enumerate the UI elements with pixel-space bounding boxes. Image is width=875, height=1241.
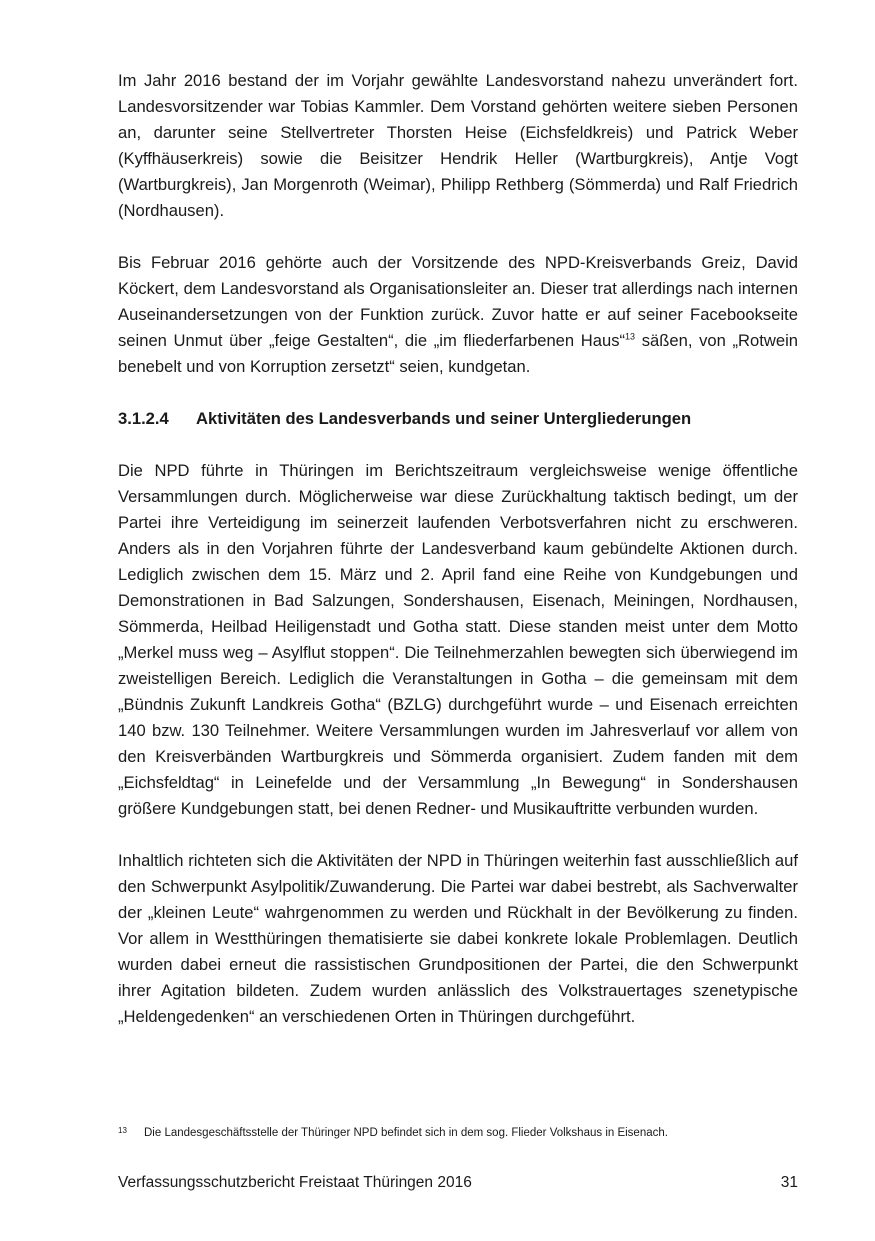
page-number: 31	[780, 1174, 798, 1191]
paragraph-inhaltlich: Inhaltlich richteten sich die Aktivitäten der NPD in Thüringen weiterhin fast ausschließlich auf den Schwerpunkt Asylpolitik/Zuwanderung. Die Partei war dabei bestrebt, als Sachverwalter der „kleinen Leute“ wahrgenommen zu werden und Rückhalt in der Bevölkerung zu finden. Vor allem in Westthüringen thematisierte sie dabei konkrete lokale Problemlagen. Deutlich wurden dabei erneut die rassistischen Grundpositionen der Partei, die den Schwerpunkt ihrer Agitation bildeten. Zudem wurden anlässlich des Volkstrauertages szenetypische „Heldengedenken“ an verschiedenen Orten in Thüringen durchgeführt.	[118, 851, 798, 1026]
page-footer	[118, 1172, 798, 1194]
footnote-number: 13	[118, 1126, 127, 1135]
page-body	[118, 68, 798, 1030]
section-heading	[118, 406, 798, 432]
footnote-reference[interactable]: 13	[625, 331, 636, 342]
footer-title: Verfassungsschutzbericht Freistaat Thüringen 2016	[118, 1174, 472, 1191]
paragraph-versammlungen: Die NPD führte in Thüringen im Berichtszeitraum vergleichsweise wenige öffentliche Versammlungen durch. Möglicherweise war diese Zurückhaltung taktisch bedingt, um der Partei ihre Verteidigung im seinerzeit laufenden Verbotsverfahren nicht zu erschweren. Anders als in den Vorjahren führte der Landesverband kaum gebündelte Aktionen durch. Lediglich zwischen dem 15. März und 2. April fand eine Reihe von Kundgebungen und Demonstrationen in Bad Salzungen, Sondershausen, Eisenach, Meiningen, Nordhausen, Sömmerda, Heilbad Heiligenstadt und Gotha statt. Diese standen meist unter dem Motto „Merkel muss weg – Asylflut stoppen“. Die Teilnehmerzahlen bewegten sich überwiegend im zweistelligen Bereich. Lediglich die Veranstaltungen in Gotha – die gemeinsam mit dem „Bündnis Zukunft Landkreis Gotha“ (BZLG) durchgeführt wurde – und Eisenach erreichten 140 bzw. 130 Teilnehmer. Weitere Versammlungen wurden im Jahresverlauf vor allem von den Kreisverbänden Wartburgkreis und Sömmerda organisiert. Zudem fanden mit dem „Eichsfeldtag“ in Leinefelde und der Versammlung „In Bewegung“ in Sondershausen größere Kundgebungen statt, bei denen Redner- und Musikauftritte verbunden wurden.	[118, 461, 798, 818]
section-title: Aktivitäten des Landesverbands und seiner Untergliederungen	[196, 409, 692, 428]
paragraph-koeckert	[118, 250, 798, 380]
footnote	[118, 1125, 798, 1141]
paragraph-koeckert-text: Bis Februar 2016 gehörte auch der Vorsitzende des NPD-Kreisverbands Greiz, David Köckert, dem Landesvorstand als Organisationsleiter an. Dieser trat allerdings nach internen Auseinandersetzungen von der Funktion zurück. Zuvor hatte er auf seiner Facebookseite seinen Unmut über „feige Gestalten“, die „im fliederfarbenen Haus“	[118, 253, 798, 350]
paragraph-koeckert-text-end: säßen, von „Rotwein benebelt und von Korruption zersetzt“ seien, kundgetan.	[118, 331, 798, 376]
footnote-text: Die Landesgeschäftsstelle der Thüringer NPD befindet sich in dem sog. Flieder Volkshaus in Eisenach.	[144, 1127, 668, 1139]
section-number: 3.1.2.4	[118, 409, 169, 428]
paragraph-landesvorstand: Im Jahr 2016 bestand der im Vorjahr gewählte Landesvorstand nahezu unverändert fort. Landesvorsitzender war Tobias Kammler. Dem Vorstand gehörten weitere sieben Personen an, darunter seine Stellvertreter Thorsten Heise (Eichsfeldkreis) und Patrick Weber (Kyffhäuserkreis) sowie die Beisitzer Hendrik Heller (Wartburgkreis), Antje Vogt (Wartburgkreis), Jan Morgenroth (Weimar), Philipp Rethberg (Sömmerda) und Ralf Friedrich (Nordhausen).	[118, 71, 798, 220]
